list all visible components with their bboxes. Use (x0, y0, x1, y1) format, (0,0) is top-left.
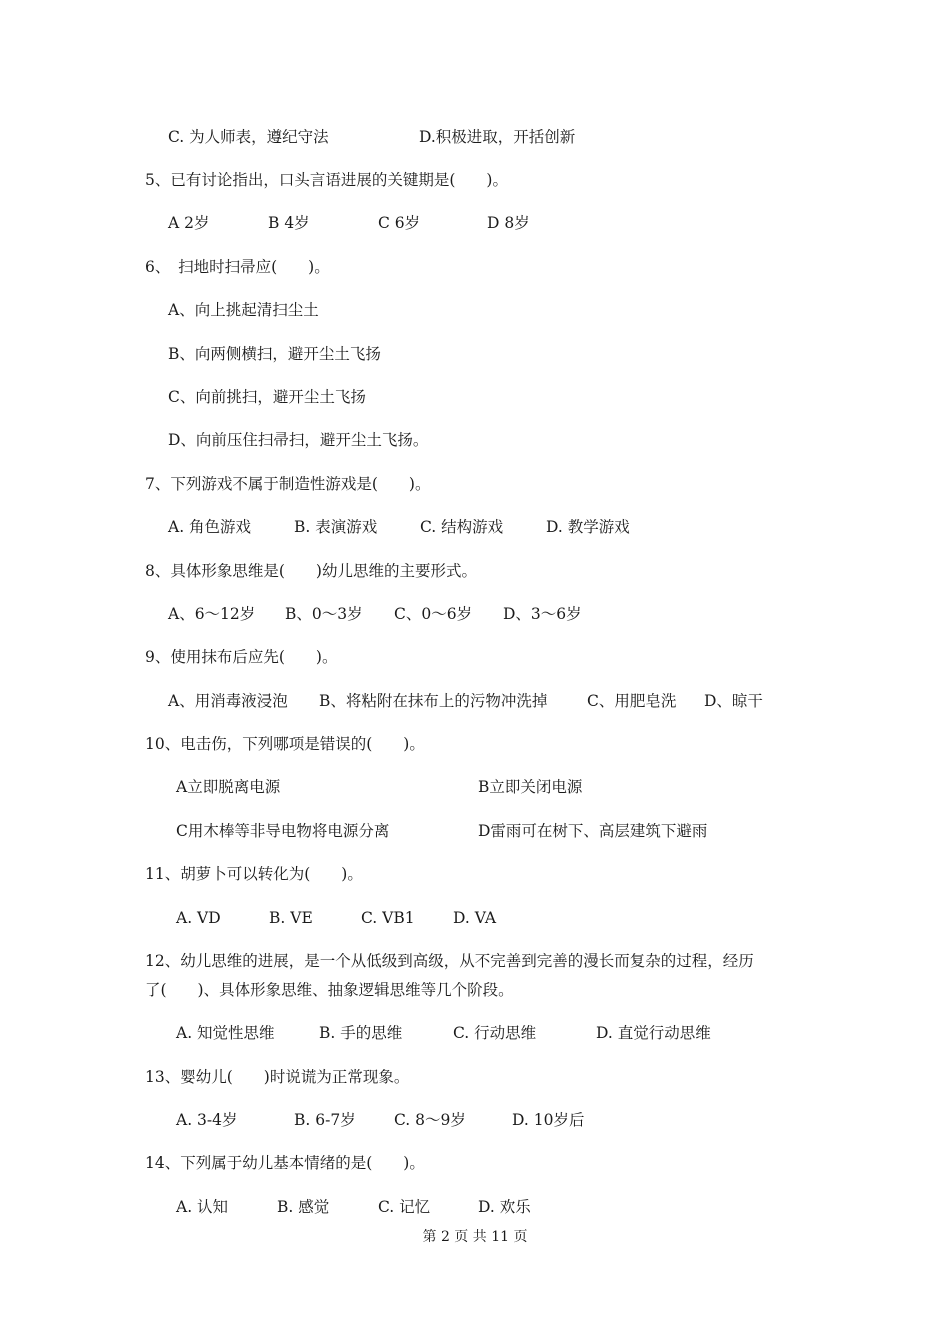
q4-option-c: C. 为人师表，遵纪守法 (168, 128, 329, 146)
q8-option-c: C、0～6岁 (394, 605, 473, 623)
q12-option-d: D. 直觉行动思维 (596, 1024, 711, 1042)
q11-option-c: C. VB1 (361, 909, 415, 927)
q14-option-a: A. 认知 (176, 1198, 229, 1216)
q13-option-c: C. 8～9岁 (394, 1111, 466, 1129)
q13-option-b: B. 6-7岁 (294, 1111, 356, 1129)
q5-option-c: C 6岁 (378, 214, 421, 232)
q8-option-b: B、0～3岁 (285, 605, 363, 623)
page-footer: 第 2 页 共 11 页 (422, 1229, 528, 1245)
q9-option-b: B、将粘附在抹布上的污物冲洗掉 (319, 692, 548, 710)
q11-option-b: B. VE (269, 909, 313, 927)
q9-stem: 9、使用抹布后应先( )。 (145, 648, 338, 666)
q12-stem-line2: 了( )、具体形象思维、抽象逻辑思维等几个阶段。 (145, 981, 514, 999)
q13-stem: 13、婴幼儿( )时说谎为正常现象。 (145, 1068, 410, 1086)
q6-stem: 6、 扫地时扫帚应( )。 (145, 258, 330, 276)
q10-stem: 10、电击伤，下列哪项是错误的( )。 (145, 735, 425, 753)
q13-option-d: D. 10岁后 (512, 1111, 585, 1129)
q14-stem: 14、下列属于幼儿基本情绪的是( )。 (145, 1154, 425, 1172)
q11-stem: 11、胡萝卜可以转化为( )。 (145, 865, 363, 883)
q7-option-d: D. 教学游戏 (546, 518, 630, 536)
q4-option-d: D.积极进取，开括创新 (419, 128, 576, 146)
q10-option-c: C用木棒等非导电物将电源分离 (176, 822, 390, 840)
q11-option-d: D. VA (453, 909, 497, 927)
q6-option-c: C、向前挑扫，避开尘土飞扬 (168, 388, 366, 406)
q9-option-a: A、用消毒液浸泡 (168, 692, 288, 710)
q9-option-c: C、用肥皂洗 (587, 692, 677, 710)
q14-option-b: B. 感觉 (277, 1198, 330, 1216)
q6-option-b: B、向两侧横扫，避开尘土飞扬 (168, 345, 381, 363)
q7-stem: 7、下列游戏不属于制造性游戏是( )。 (145, 475, 431, 493)
q8-option-a: A、6～12岁 (168, 605, 256, 623)
q12-stem-line1: 12、幼儿思维的进展，是一个从低级到高级，从不完善到完善的漫长而复杂的过程，经历 (145, 952, 754, 970)
q7-option-a: A. 角色游戏 (168, 518, 252, 536)
q7-option-b: B. 表演游戏 (294, 518, 378, 536)
q6-option-d: D、向前压住扫帚扫，避开尘土飞扬。 (168, 431, 429, 449)
q14-option-c: C. 记忆 (378, 1198, 431, 1216)
q8-option-d: D、3～6岁 (503, 605, 582, 623)
q5-option-b: B 4岁 (268, 214, 310, 232)
q10-option-a: A立即脱离电源 (176, 778, 281, 796)
q6-option-a: A、向上挑起清扫尘土 (168, 301, 319, 319)
q10-option-d: D雷雨可在树下、高层建筑下避雨 (478, 822, 708, 840)
q14-option-d: D. 欢乐 (478, 1198, 531, 1216)
q7-option-c: C. 结构游戏 (420, 518, 504, 536)
q12-option-b: B. 手的思维 (319, 1024, 403, 1042)
q5-option-a: A 2岁 (168, 214, 210, 232)
q12-option-c: C. 行动思维 (453, 1024, 537, 1042)
q12-option-a: A. 知觉性思维 (176, 1024, 275, 1042)
q5-stem: 5、已有讨论指出，口头言语进展的关键期是( )。 (145, 171, 508, 189)
q5-option-d: D 8岁 (487, 214, 530, 232)
q11-option-a: A. VD (176, 909, 221, 927)
q10-option-b: B立即关闭电源 (478, 778, 583, 796)
q9-option-d: D、晾干 (704, 692, 763, 710)
q8-stem: 8、具体形象思维是( )幼儿思维的主要形式。 (145, 562, 477, 580)
q13-option-a: A. 3-4岁 (176, 1111, 238, 1129)
